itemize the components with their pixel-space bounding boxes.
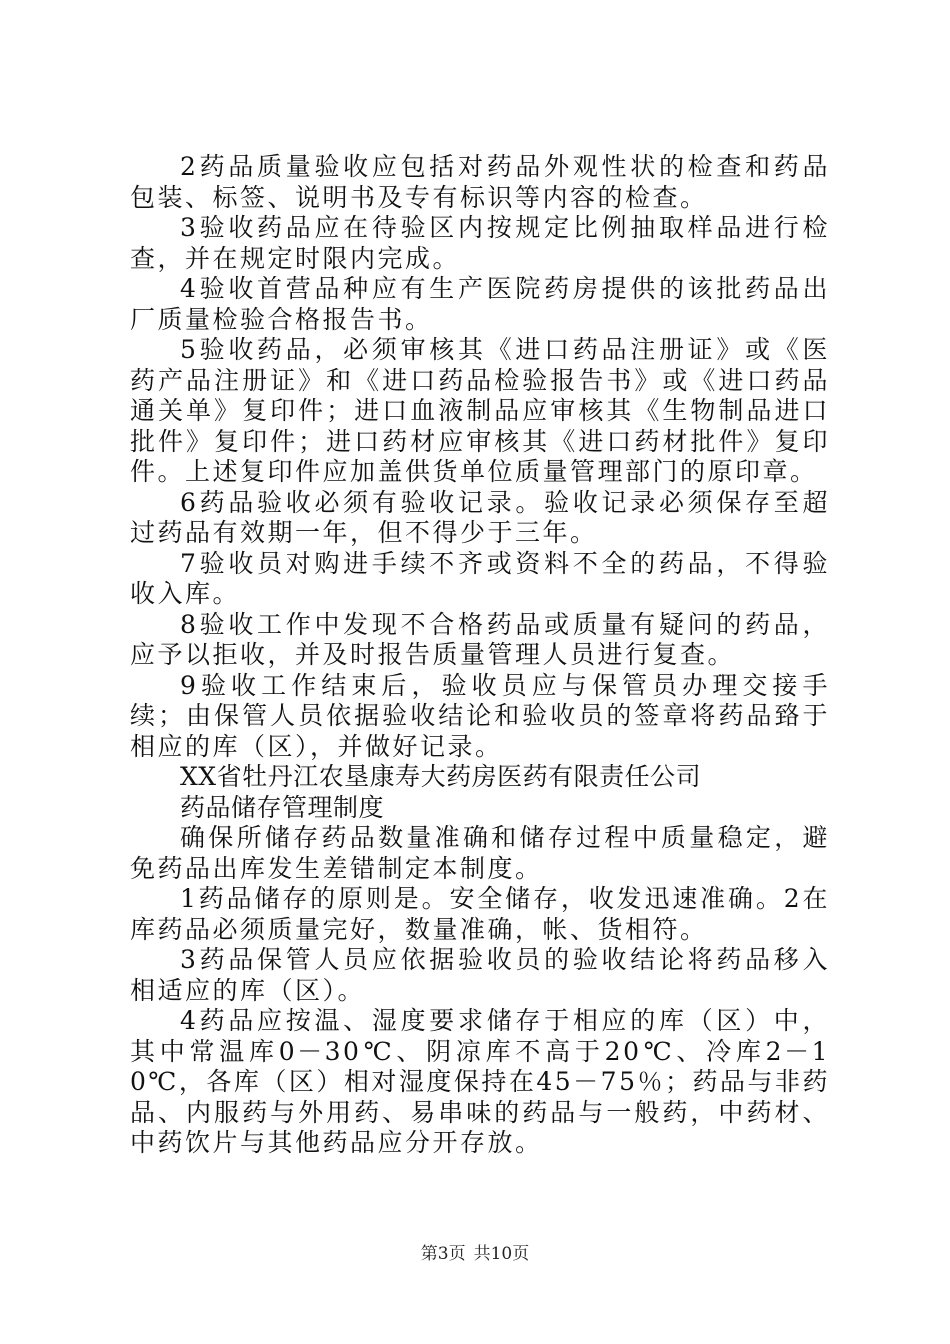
page-number: 第3页 — [420, 1244, 466, 1264]
paragraph-storage-4: 4药品应按温、湿度要求储存于相应的库（区）中，其中常温库0－30℃、阴凉库不高于20℃、冷库2－10℃，各库（区）相对湿度保持在45－75％；药品与非药品、内服药与外用药、易串味的药品与一般药，中药材、中药饮片与其他药品应分开存放。 — [130, 1006, 830, 1157]
company-name: XX省牡丹江农垦康寿大药房医药有限责任公司 — [180, 762, 702, 791]
paragraph-acceptance-3: 3验收药品应在待验区内按规定比例抽取样品进行检查，并在规定时限内完成。 — [130, 213, 830, 273]
paragraph-storage-3: 3药品保管人员应依据验收员的验收结论将药品移入相适应的库（区）。 — [130, 945, 830, 1005]
paragraph-acceptance-5: 5验收药品，必须审核其《进口药品注册证》或《医药产品注册证》和《进口药品检验报告书》或《进口药品通关单》复印件；进口血液制品应审核其《生物制品进口批件》复印件；进口药材应审核其《进口药材批件》复印件。上述复印件应加盖供货单位质量管理部门的原印章。 — [130, 335, 830, 486]
paragraph-acceptance-4: 4验收首营品种应有生产医院药房提供的该批药品出厂质量检验合格报告书。 — [130, 274, 830, 334]
paragraph-storage-1-2: 1药品储存的原则是。安全储存，收发迅速准确。2在库药品必须质量完好，数量准确，帐、货相符。 — [130, 884, 830, 944]
page-footer — [0, 1243, 950, 1265]
paragraph-acceptance-6: 6药品验收必须有验收记录。验收记录必须保存至超过药品有效期一年，但不得少于三年。 — [130, 487, 830, 547]
section-title: 药品储存管理制度 — [180, 792, 385, 822]
document-body — [130, 152, 830, 1159]
paragraph-acceptance-9: 9验收工作结束后，验收员应与保管员办理交接手续；由保管人员依据验收结论和验收员的签章将药品臵于相应的库（区），并做好记录。 — [130, 670, 830, 761]
paragraph-acceptance-2: 2药品质量验收应包括对药品外观性状的检查和药品包装、标签、说明书及专有标识等内容的检查。 — [130, 152, 830, 212]
paragraph-storage-intro: 确保所储存药品数量准确和储存过程中质量稳定，避免药品出库发生差错制定本制度。 — [130, 823, 830, 883]
paragraph-acceptance-8: 8验收工作中发现不合格药品或质量有疑问的药品，应予以拒收，并及时报告质量管理人员进行复查。 — [130, 609, 830, 669]
paragraph-acceptance-7: 7验收员对购进手续不齐或资料不全的药品，不得验收入库。 — [130, 548, 830, 608]
page-total: 共10页 — [473, 1244, 530, 1264]
